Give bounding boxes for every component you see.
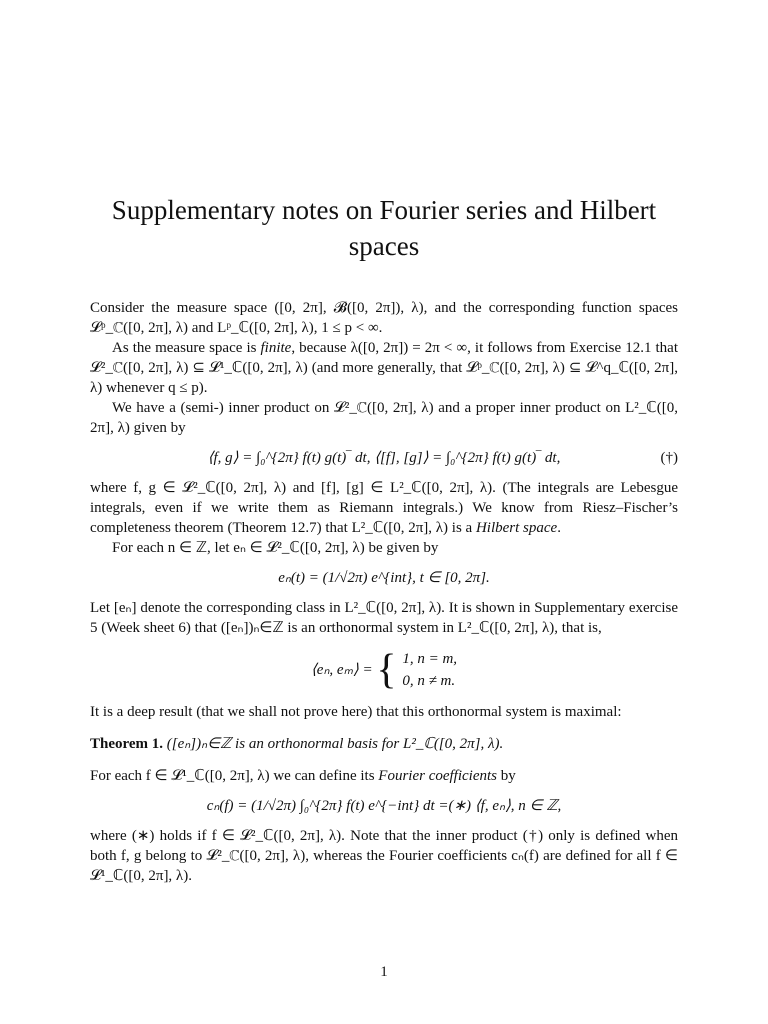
paragraph-deep-result: It is a deep result (that we shall not prove here) that this orthonormal system is maximal: <box>90 704 622 720</box>
p2-emphasis: finite <box>260 340 292 356</box>
document-title: Supplementary notes on Fourier series and Hilbert spaces <box>111 195 657 261</box>
equation-inner-product-body: ⟨f, g⟩ = ∫₀^{2π} f(t) g(t)‾ dt, ⟨[f], [g]⟩ = ∫₀^{2π} f(t) g(t)‾ dt, <box>207 450 561 466</box>
p8-text-b: by <box>497 768 516 784</box>
paragraph-orthonormal-system: Let [eₙ] denote the corresponding class in L²_ℂ([0, 2π], λ). It is shown in Supplementary exercise 5 (Week sheet 6) that ([eₙ])ₙ∈ℤ is an orthonormal system in L²_ℂ([0, 2π], λ), that is, <box>90 600 678 636</box>
case-equal: 1, n = m, <box>402 651 458 667</box>
theorem-statement: ([eₙ])ₙ∈ℤ is an orthonormal basis for L²_ℂ([0, 2π], λ). <box>166 736 504 752</box>
equation-orthonormality <box>90 648 678 692</box>
paragraph-inner-product-note: where (∗) holds if f ∈ 𝓛²_ℂ([0, 2π], λ). Note that the inner product (†) only is defined when both f, g belong to 𝓛²_ℂ([0, 2π], λ), whereas the Fourier coefficients cₙ(f) are defined for all f ∈ 𝓛¹_ℂ([0, 2π], λ). <box>90 828 678 884</box>
theorem-label: Theorem 1. <box>90 736 164 752</box>
equation-fourier-coefficient <box>90 796 678 816</box>
p4-text-b: . <box>557 520 561 536</box>
equation-en-definition <box>90 568 678 588</box>
page-number: 1 <box>380 964 388 980</box>
p2-text-b: , because λ([0, 2π]) = 2π < ∞, it follows from Exercise 12.1 that 𝓛²_ℂ([0, 2π], λ) ⊆ 𝓛¹_ℂ([0, 2π], λ) (and more generally, that 𝓛ᵖ_ℂ([0, 2π], λ) ⊆ 𝓛^q_ℂ([0, 2π], λ) whenever q ≤ p). <box>90 340 678 396</box>
paragraph-define-en: For each n ∈ ℤ, let eₙ ∈ 𝓛²_ℂ([0, 2π], λ) be given by <box>112 540 439 556</box>
equation-tag-dagger: (†) <box>660 450 678 466</box>
paragraph-measure-space: Consider the measure space ([0, 2π], 𝓑([0, 2π]), λ), and the corresponding function spaces 𝓛ᵖ_ℂ([0, 2π], λ) and Lᵖ_ℂ([0, 2π], λ), 1 ≤ p < ∞. <box>90 300 678 336</box>
theorem-1 <box>90 734 678 754</box>
p4-emphasis: Hilbert space <box>475 520 558 536</box>
paragraph-inner-product: We have a (semi-) inner product on 𝓛²_ℂ([0, 2π], λ) and a proper inner product on L²_ℂ([0, 2π], λ) given by <box>90 400 678 436</box>
paragraph-lebesgue-integrals <box>90 478 678 538</box>
cases-brace: { <box>376 647 397 693</box>
equation-orthonormality-cases <box>402 648 457 692</box>
document-body <box>90 298 678 886</box>
spacer <box>90 722 678 734</box>
paragraph-fourier-coefficients <box>90 766 678 786</box>
case-not-equal: 0, n ≠ m. <box>402 673 456 689</box>
p2-text-a: As the measure space is <box>112 340 261 356</box>
spacer <box>90 754 678 766</box>
p4-text-a: where f, g ∈ 𝓛²_ℂ([0, 2π], λ) and [f], [g] ∈ L²_ℂ([0, 2π], λ). (The integrals are Lebesgue integrals, even if we write them as Riemann integrals.) We know from Riesz–Fischer’s completeness theorem (Theorem 12.7) that L²_ℂ([0, 2π], λ) is a <box>90 480 678 536</box>
p8-emphasis: Fourier coefficients <box>378 768 497 784</box>
p8-text-a: For each f ∈ 𝓛¹_ℂ([0, 2π], λ) we can define its <box>90 768 379 784</box>
equation-fourier-body: cₙ(f) = (1/√2π) ∫₀^{2π} f(t) e^{−int} dt =(∗) ⟨f, eₙ⟩, n ∈ ℤ, <box>206 798 562 814</box>
paragraph-finite-measure <box>90 338 678 398</box>
equation-en-body: eₙ(t) = (1/√2π) e^{int}, t ∈ [0, 2π]. <box>278 570 490 586</box>
equation-inner-product <box>90 448 678 468</box>
equation-orthonormality-lhs: ⟨eₙ, eₘ⟩ = <box>310 662 373 678</box>
